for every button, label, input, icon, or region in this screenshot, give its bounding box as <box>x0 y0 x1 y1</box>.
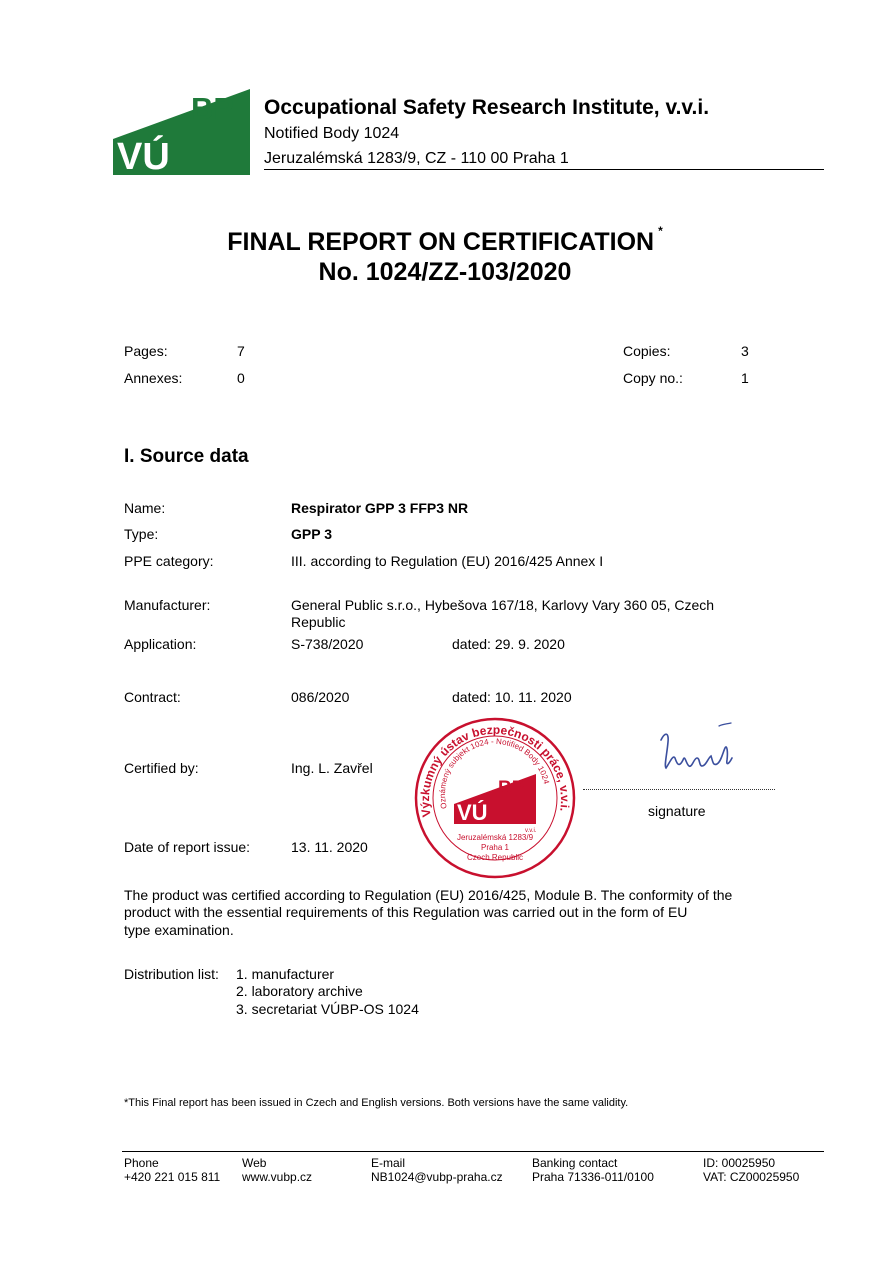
type-value: GPP 3 <box>291 526 332 542</box>
application-label: Application: <box>124 636 197 652</box>
manufacturer-value-line1: General Public s.r.o., Hybešova 167/18, Karlovy Vary 360 05, Czech <box>291 597 715 613</box>
certified-by-label: Certified by: <box>124 760 199 776</box>
section-heading: I. Source data <box>124 446 249 467</box>
statement-line2: product with the essential requirements of this Regulation was carried out in the form of EU <box>124 904 688 920</box>
footer-web-label: Web <box>242 1156 267 1170</box>
application-dated: dated: 29. 9. 2020 <box>452 636 565 652</box>
footer-bank-value: Praha 71336-011/0100 <box>532 1170 654 1184</box>
copy-no-value: 1 <box>741 370 749 386</box>
annexes-value: 0 <box>237 370 245 386</box>
svg-text:BP: BP <box>191 91 235 126</box>
pages-value: 7 <box>237 343 245 359</box>
header-divider <box>264 169 824 170</box>
footer-phone-label: Phone <box>124 1156 159 1170</box>
annexes-label: Annexes: <box>124 370 183 386</box>
report-date-value: 13. 11. 2020 <box>291 839 368 855</box>
signature-label: signature <box>648 803 706 819</box>
report-title <box>0 224 890 257</box>
footer-bank-label: Banking contact <box>532 1156 618 1170</box>
svg-text:VÚ: VÚ <box>457 800 488 825</box>
handwritten-signature <box>655 718 745 778</box>
official-stamp <box>413 716 577 880</box>
copies-value: 3 <box>741 343 749 359</box>
stamp-inner-ring-text: Oznámený subjekt 1024 - Notified Body 1024 <box>437 736 551 810</box>
svg-text:VÚ: VÚ <box>117 136 170 175</box>
signature-line <box>583 789 775 790</box>
stamp-line1: Jeruzalémská 1283/9 <box>456 833 534 842</box>
org-address: Jeruzalémská 1283/9, CZ - 110 00 Praha 1 <box>264 150 569 167</box>
distribution-label: Distribution list: <box>124 966 219 982</box>
distribution-item: 3. secretariat VÚBP-OS 1024 <box>236 1001 419 1017</box>
contract-dated: dated: 10. 11. 2020 <box>452 689 572 705</box>
statement-line1: The product was certified according to Regulation (EU) 2016/425, Module B. The conformity of the <box>124 887 733 903</box>
category-label: PPE category: <box>124 553 214 569</box>
report-date-label: Date of report issue: <box>124 839 251 855</box>
footer-id: ID: 00025950 <box>703 1156 776 1170</box>
statement-line3: type examination. <box>124 922 234 938</box>
stamp-line3: Czech Republic <box>466 853 524 862</box>
manufacturer-value-line2: Republic <box>291 614 346 630</box>
contract-value: 086/2020 <box>291 689 350 705</box>
distribution-item: 2. laboratory archive <box>236 983 363 999</box>
svg-text:BP: BP <box>498 778 525 799</box>
org-name: Occupational Safety Research Institute, v.v.i. <box>264 96 710 119</box>
stamp-vvi: v.v.i. <box>525 828 537 834</box>
stamp-line2: Praha 1 <box>480 843 510 852</box>
category-value: III. according to Regulation (EU) 2016/425 Annex I <box>291 553 604 569</box>
stamp-ring-text: Výzkumný ústav bezpečnosti práce, v.v.i. <box>417 722 573 819</box>
footer-vat: VAT: CZ00025950 <box>703 1170 800 1184</box>
footnote: *This Final report has been issued in Czech and English versions. Both versions have the same validity. <box>124 1097 629 1109</box>
certified-by-value: Ing. L. Zavřel <box>291 760 373 776</box>
distribution-item: 1. manufacturer <box>236 966 335 982</box>
footer-phone-value: +420 221 015 811 <box>124 1170 221 1184</box>
contract-label: Contract: <box>124 689 181 705</box>
name-value: Respirator GPP 3 FFP3 NR <box>291 500 469 516</box>
vubp-logo <box>113 89 250 175</box>
copy-no-label: Copy no.: <box>623 370 683 386</box>
notified-body: Notified Body 1024 <box>264 125 400 142</box>
name-label: Name: <box>124 500 166 516</box>
report-title-text: FINAL REPORT ON CERTIFICATION <box>227 228 655 256</box>
footer-web-value[interactable]: www.vubp.cz <box>242 1170 313 1184</box>
copies-label: Copies: <box>623 343 671 359</box>
manufacturer-label: Manufacturer: <box>124 597 211 613</box>
type-label: Type: <box>124 526 159 542</box>
application-value: S-738/2020 <box>291 636 364 652</box>
footer-email-value[interactable]: NB1024@vubp-praha.cz <box>371 1170 503 1184</box>
report-number: No. 1024/ZZ-103/2020 <box>318 258 572 286</box>
pages-label: Pages: <box>124 343 168 359</box>
footer-divider <box>122 1151 824 1152</box>
footer-email-label: E-mail <box>371 1156 406 1170</box>
title-footnote-marker: * <box>658 224 663 238</box>
